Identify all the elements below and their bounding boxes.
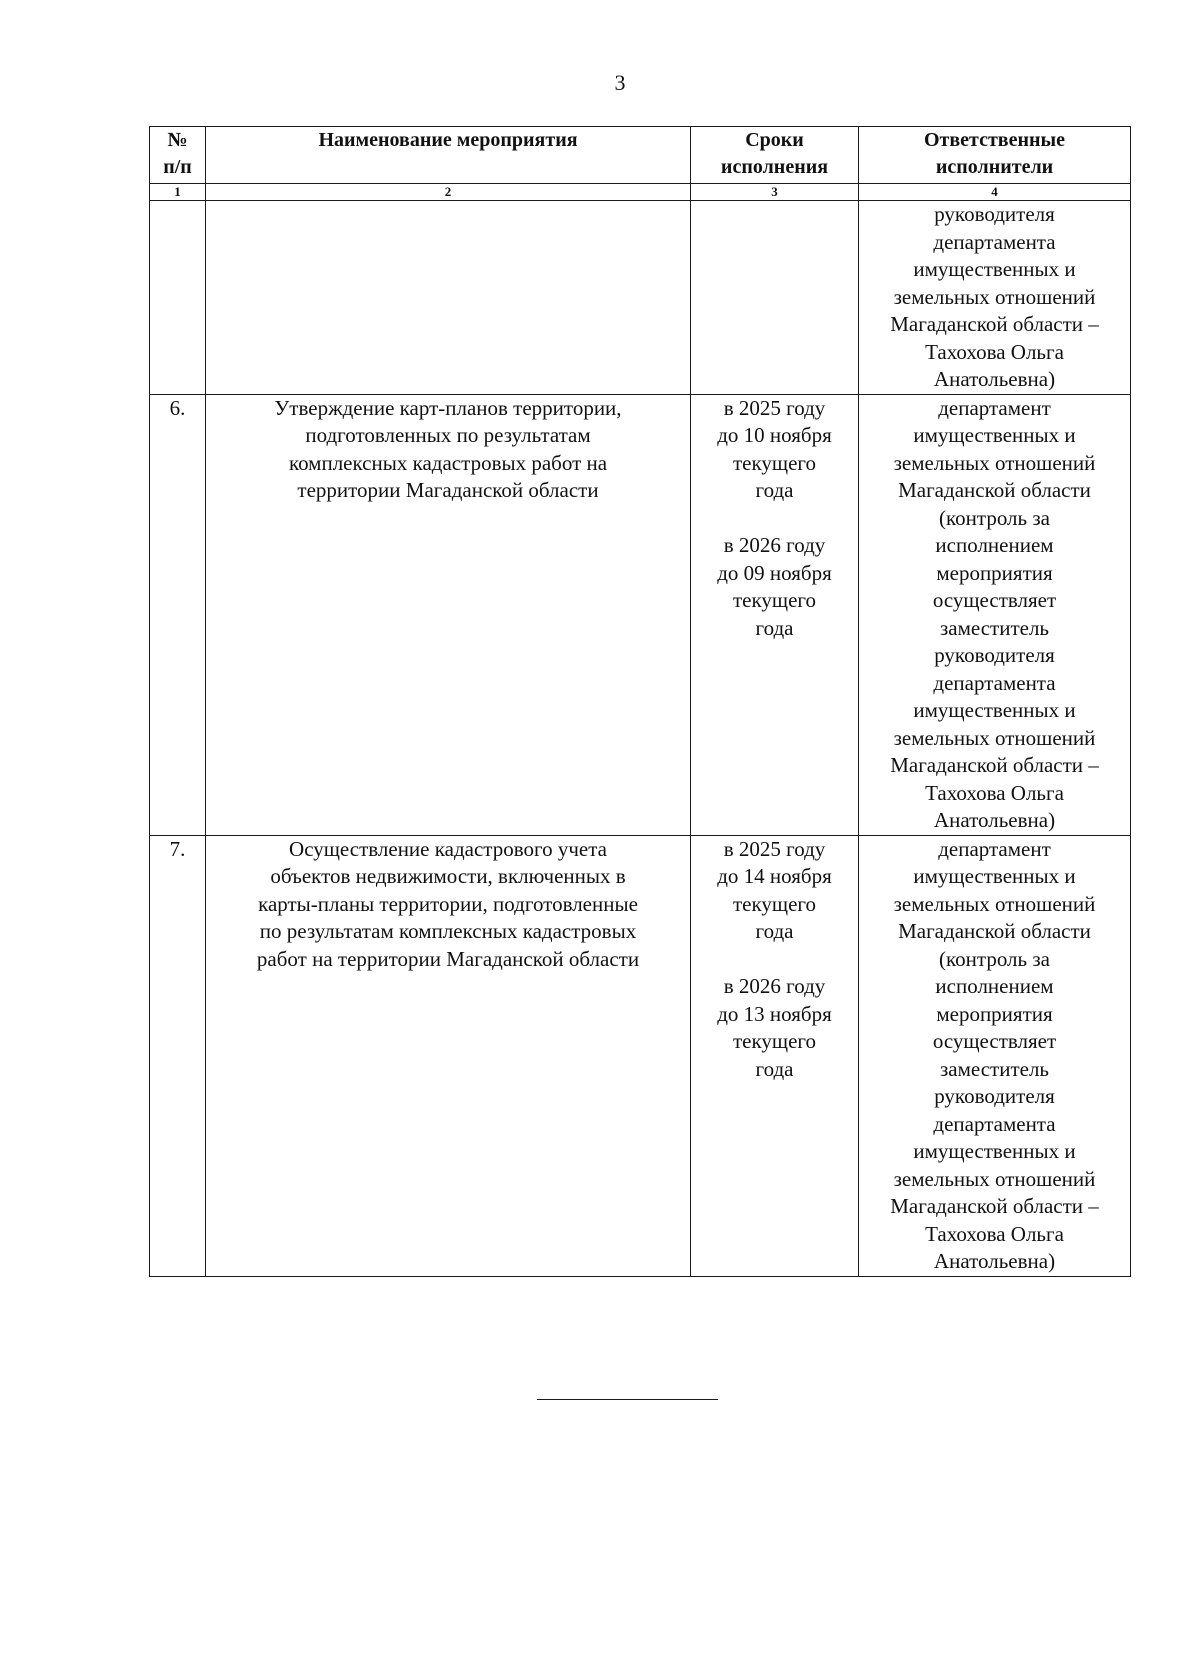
empty-cell: [150, 201, 206, 395]
text-line: работ на территории Магаданской области: [256, 946, 640, 971]
text-line: до 10 ноября: [717, 423, 832, 447]
header-deadlines: [691, 127, 859, 184]
row-number: 6.: [150, 394, 206, 835]
header-measure-name: [206, 127, 691, 184]
row-number: 7.: [150, 835, 206, 1276]
text-line: имущественных и: [913, 698, 1076, 722]
text-line: земельных отношений: [893, 450, 1096, 475]
text-line: руководителя: [934, 202, 1055, 226]
responsible: [859, 835, 1131, 1276]
table-row: [150, 394, 1131, 835]
column-number: 1: [150, 184, 206, 201]
text-line: Анатольевна): [933, 367, 1056, 391]
text-line: мероприятия: [936, 560, 1053, 585]
text-line: в 2025 году: [723, 395, 826, 420]
text-line: в 2025 году: [723, 836, 826, 861]
text-line: до 09 ноября: [717, 560, 832, 585]
text-line: года: [755, 1056, 794, 1081]
continuation-row: [150, 201, 1131, 395]
text-line: руководителя: [934, 1084, 1055, 1108]
text-line: текущего: [733, 891, 816, 916]
text-line: года: [755, 919, 794, 943]
table-header-row: [150, 127, 1131, 184]
text-line: текущего: [733, 1029, 816, 1053]
header-text: Наименование мероприятия: [318, 129, 578, 151]
text-line: (контроль за: [939, 505, 1050, 530]
text-line: комплексных кадастровых работ на: [288, 450, 608, 475]
deadline: [691, 835, 859, 1276]
text-line: подготовленных по результатам: [305, 423, 591, 447]
text-line: департамента: [933, 670, 1056, 695]
text-line: объектов недвижимости, включенных в: [270, 864, 626, 888]
text-line: Тахохова Ольга: [925, 339, 1064, 364]
empty-cell: [206, 201, 691, 395]
text-line: до 14 ноября: [717, 864, 832, 888]
text-line: до 13 ноября: [717, 1001, 832, 1026]
text-line: территории Магаданской области: [297, 478, 599, 502]
text-line: в 2026 году: [723, 974, 826, 998]
column-number: 2: [206, 184, 691, 201]
text-line: Магаданской области –: [890, 753, 1099, 777]
text-line: года: [755, 478, 794, 502]
column-number: 4: [859, 184, 1131, 201]
text-line: департамента: [933, 229, 1056, 254]
deadline: [691, 394, 859, 835]
text-line: Магаданской области –: [890, 312, 1099, 336]
text-line: имущественных и: [913, 423, 1076, 447]
text-line: текущего: [733, 588, 816, 612]
text-line: земельных отношений: [893, 725, 1096, 750]
text-line: департамент: [938, 836, 1051, 861]
text-line: по результатам комплексных кадастровых: [259, 919, 637, 943]
continuation-responsible: [859, 201, 1131, 395]
page-number: 3: [614, 70, 626, 95]
text-line: имущественных и: [913, 864, 1076, 888]
text-line: имущественных и: [913, 257, 1076, 281]
header-text: исполнения: [720, 156, 829, 178]
text-line: в 2026 году: [723, 533, 826, 557]
text-line: исполнением: [935, 974, 1054, 998]
header-number: [150, 127, 206, 184]
text-line: руководителя: [934, 643, 1055, 667]
header-text: исполнители: [935, 156, 1054, 178]
text-line: Анатольевна): [933, 808, 1056, 832]
text-line: заместитель: [939, 615, 1050, 640]
header-text: Ответственные: [923, 129, 1066, 151]
header-text: п/п: [163, 156, 192, 178]
text-line: земельных отношений: [893, 891, 1096, 916]
text-line: (контроль за: [939, 946, 1050, 971]
spacer: [691, 946, 858, 974]
text-line: Магаданской области –: [890, 1194, 1099, 1218]
table-row: [150, 835, 1131, 1276]
column-number: 3: [691, 184, 859, 201]
text-line: текущего: [733, 450, 816, 475]
responsible: [859, 394, 1131, 835]
text-line: Тахохова Ольга: [925, 780, 1064, 805]
header-text: №: [167, 129, 188, 151]
text-line: Утверждение карт-планов территории,: [274, 395, 622, 420]
text-line: земельных отношений: [893, 1166, 1096, 1191]
text-line: заместитель: [939, 1056, 1050, 1081]
measure-name: [206, 394, 691, 835]
column-number-row: [150, 184, 1131, 201]
text-line: департамента: [933, 1111, 1056, 1136]
text-line: исполнением: [935, 533, 1054, 557]
text-line: Магаданской области: [898, 919, 1091, 943]
text-line: года: [755, 615, 794, 640]
text-line: осуществляет: [932, 588, 1057, 612]
text-line: Тахохова Ольга: [925, 1221, 1064, 1246]
text-line: Осуществление кадастрового учета: [289, 836, 607, 861]
text-line: мероприятия: [936, 1001, 1053, 1026]
measure-name: [206, 835, 691, 1276]
text-line: карты-планы территории, подготовленные: [258, 891, 638, 916]
header-text: Сроки: [745, 129, 804, 151]
header-responsible: [859, 127, 1131, 184]
text-line: имущественных и: [913, 1139, 1076, 1163]
measures-table: [149, 126, 1131, 1277]
end-of-document-rule: [537, 1399, 718, 1400]
text-line: осуществляет: [932, 1029, 1057, 1053]
empty-cell: [691, 201, 859, 395]
spacer: [691, 505, 858, 533]
text-line: Анатольевна): [933, 1249, 1056, 1273]
text-line: земельных отношений: [893, 284, 1096, 309]
text-line: департамент: [938, 395, 1051, 420]
text-line: Магаданской области: [898, 478, 1091, 502]
